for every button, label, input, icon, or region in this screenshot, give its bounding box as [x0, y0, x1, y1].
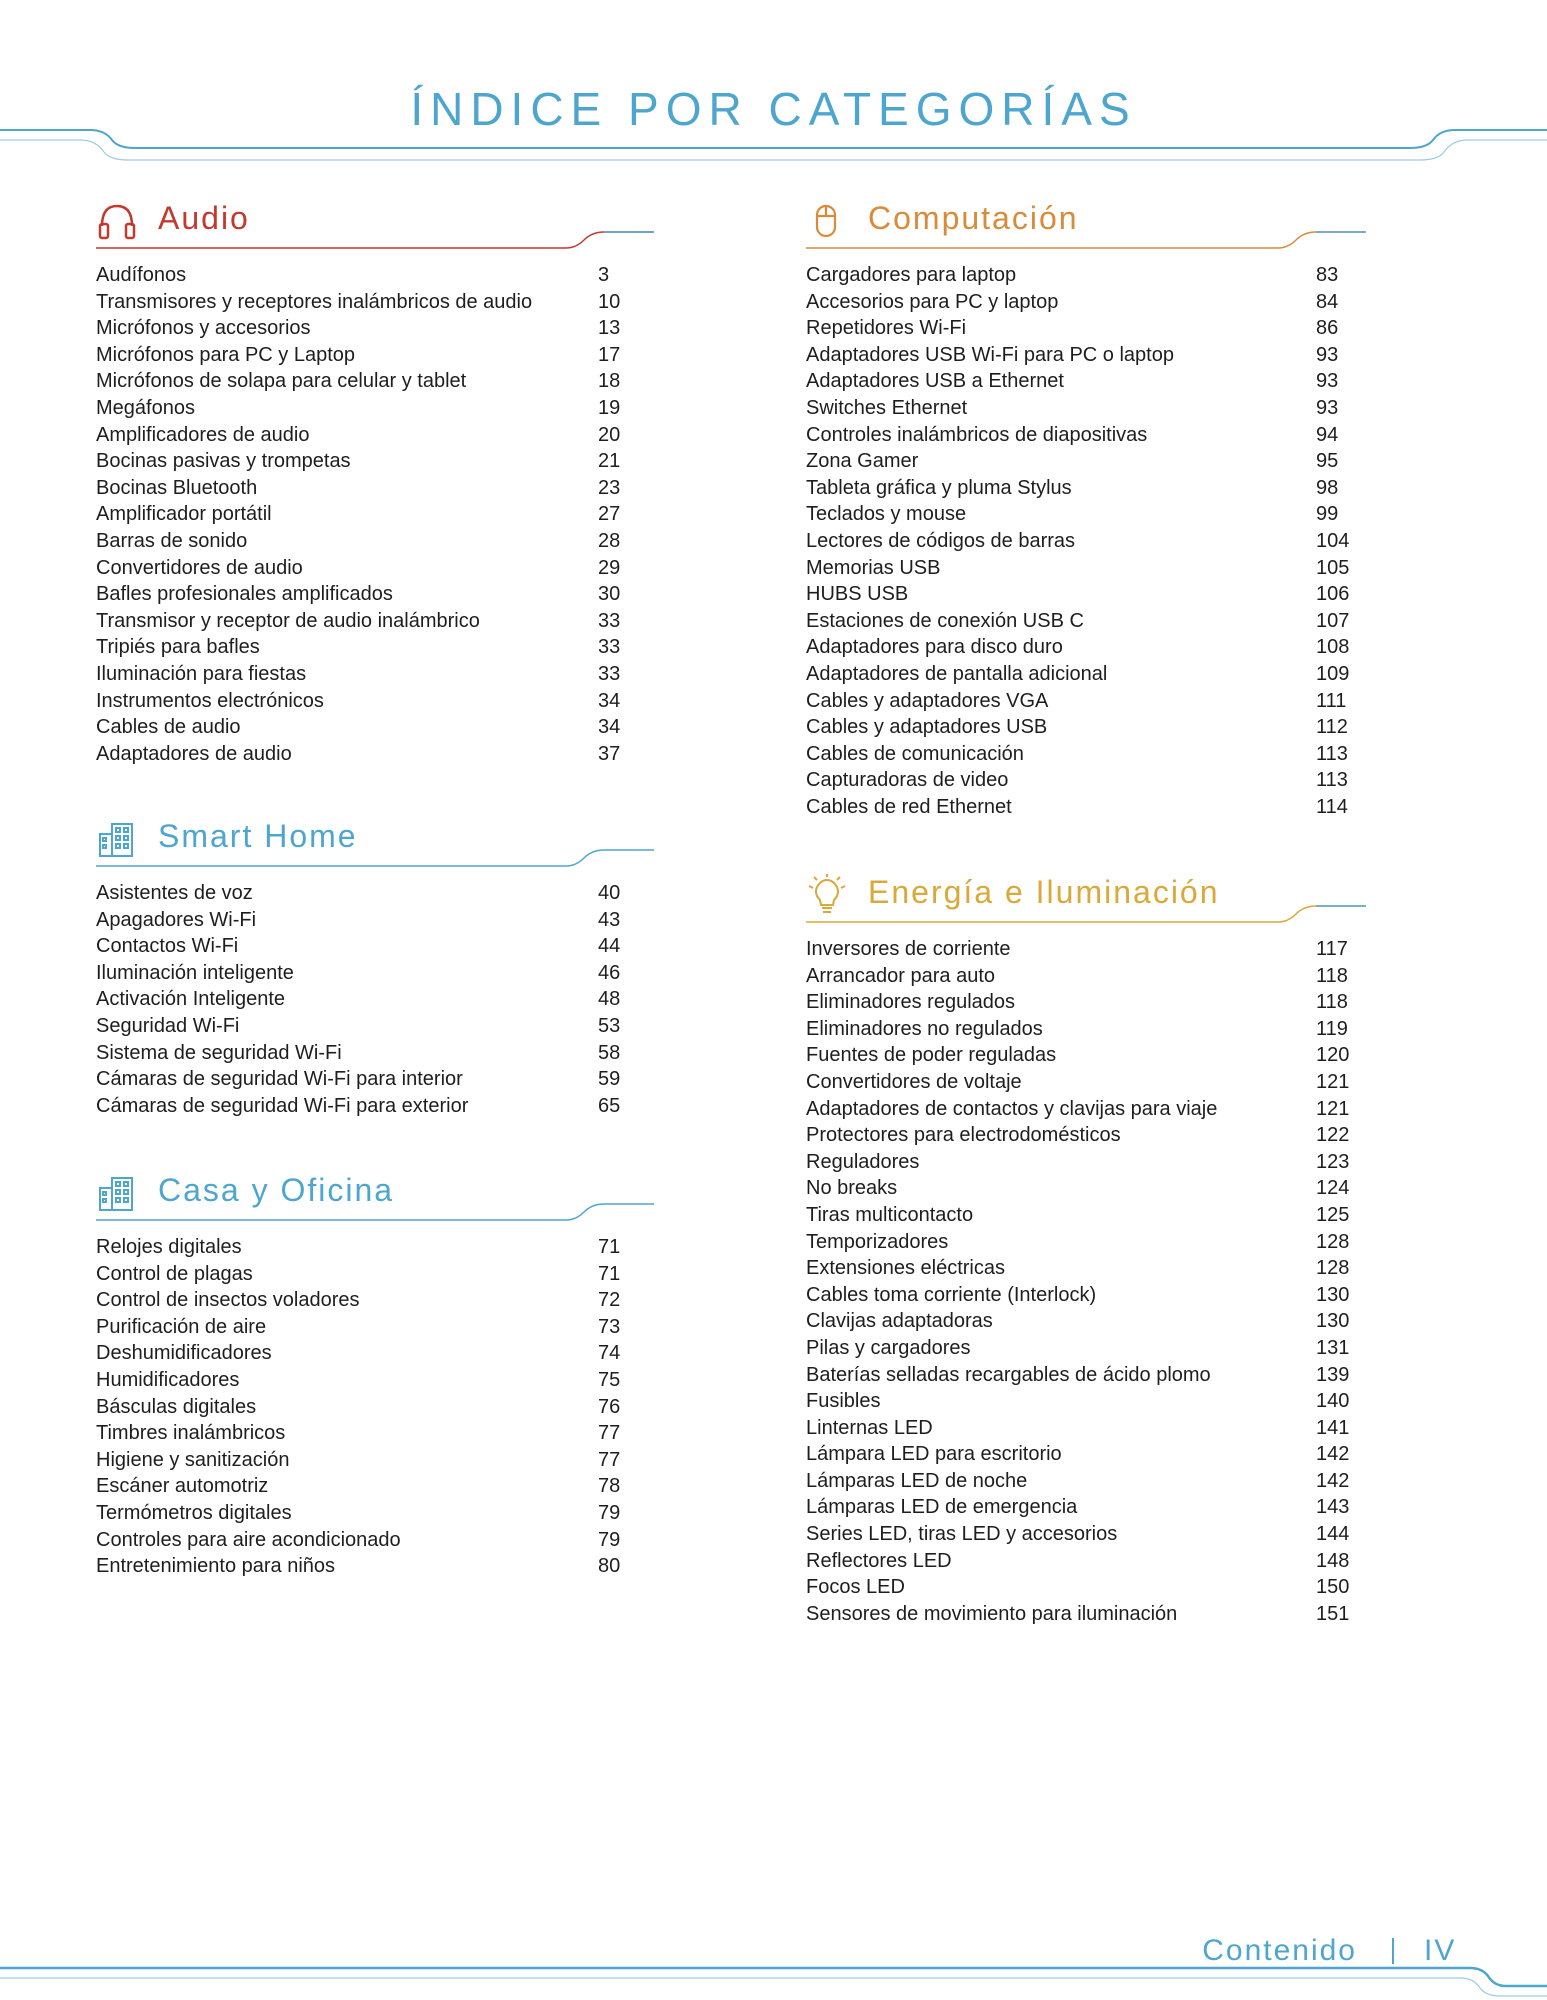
- entry-page-number: 34: [598, 689, 621, 712]
- entry-label: Eliminadores regulados: [806, 991, 1016, 1014]
- entry-label: Convertidores de audio: [96, 556, 303, 579]
- index-entry: [806, 963, 1354, 990]
- entry-page-number: 30: [598, 583, 621, 606]
- entry-label: Purificación de aire: [96, 1315, 267, 1338]
- index-entry: [96, 368, 636, 395]
- index-entry: [96, 1527, 636, 1554]
- entry-page-number: 142: [1316, 1443, 1350, 1466]
- footer-section-label: Contenido: [1202, 1934, 1357, 1967]
- entry-label: Switches Ethernet: [806, 396, 968, 419]
- entry-page-number: 109: [1316, 662, 1350, 685]
- entry-page-number: 19: [598, 396, 621, 419]
- entry-label: Seguridad Wi-Fi: [96, 1014, 240, 1037]
- entry-label: Focos LED: [806, 1576, 905, 1599]
- entry-page-number: 125: [1316, 1203, 1350, 1226]
- entry-label: Cámaras de seguridad Wi-Fi para interior: [96, 1068, 463, 1091]
- index-entry: [806, 555, 1354, 582]
- entry-label: Barras de sonido: [96, 529, 248, 552]
- index-entry: [806, 767, 1354, 794]
- section-title: Smart Home: [158, 818, 358, 854]
- index-entry: [96, 1261, 636, 1288]
- index-entry: [806, 794, 1354, 821]
- entry-label: Inversores de corriente: [806, 938, 1011, 960]
- entry-page-number: 80: [598, 1555, 621, 1578]
- index-entry: [806, 475, 1354, 502]
- entry-label: Fusibles: [806, 1390, 881, 1413]
- entry-page-number: 78: [598, 1475, 621, 1498]
- entry-label: Micrófonos para PC y Laptop: [96, 343, 356, 366]
- entry-page-number: 43: [598, 908, 621, 931]
- entry-page-number: 71: [598, 1236, 621, 1258]
- entry-page-number: 148: [1316, 1549, 1350, 1572]
- building-icon: [96, 818, 138, 860]
- entry-label: Audífonos: [96, 264, 187, 286]
- index-entry: [806, 1441, 1354, 1468]
- entry-page-number: 121: [1316, 1097, 1350, 1120]
- index-entry: [806, 1362, 1354, 1389]
- entry-label: Micrófonos de solapa para celular y tablet: [96, 370, 467, 393]
- index-entry: [96, 907, 636, 934]
- entry-label: Contactos Wi-Fi: [96, 935, 239, 958]
- entry-label: Temporizadores: [806, 1230, 949, 1253]
- entry-page-number: 144: [1316, 1523, 1350, 1546]
- entry-page-number: 112: [1316, 716, 1348, 739]
- entry-label: Teclados y mouse: [806, 503, 967, 526]
- index-entry: [806, 1175, 1354, 1202]
- entry-page-number: 93: [1316, 370, 1339, 393]
- entry-page-number: 117: [1316, 938, 1348, 960]
- section-title: Audio: [158, 200, 250, 236]
- index-entry: [806, 368, 1354, 395]
- entry-page-number: 33: [598, 609, 621, 632]
- entry-page-number: 83: [1316, 264, 1339, 286]
- entry-label: Amplificadores de audio: [96, 423, 310, 446]
- entry-label: Clavijas adaptadoras: [806, 1310, 993, 1333]
- index-entry: [806, 1096, 1354, 1123]
- index-entry: [96, 475, 636, 502]
- entry-label: Arrancador para auto: [806, 964, 996, 987]
- index-entry: [96, 555, 636, 582]
- entry-label: Termómetros digitales: [96, 1501, 292, 1524]
- entry-label: Adaptadores para disco duro: [806, 636, 1063, 659]
- entry-page-number: 121: [1316, 1070, 1350, 1093]
- section-computacion: [806, 196, 1366, 820]
- index-entry: [96, 1500, 636, 1527]
- entry-page-number: 130: [1316, 1310, 1350, 1333]
- entry-page-number: 33: [598, 662, 621, 685]
- entry-page-number: 118: [1316, 991, 1348, 1014]
- entry-page-number: 10: [598, 290, 621, 313]
- index-entry: [96, 634, 636, 661]
- section-header: [806, 196, 1366, 254]
- entry-label: Capturadoras de video: [806, 769, 1009, 792]
- mouse-icon: [806, 200, 848, 242]
- entry-label: Cables de red Ethernet: [806, 795, 1012, 818]
- page-title: ÍNDICE POR CATEGORÍAS: [410, 83, 1137, 135]
- entry-page-number: 44: [598, 935, 621, 958]
- section-header: [96, 196, 654, 254]
- section-title: Energía e Iluminación: [868, 874, 1220, 910]
- entry-page-number: 108: [1316, 636, 1350, 659]
- index-entry: [96, 1013, 636, 1040]
- index-entry: [806, 936, 1354, 963]
- entry-list: [806, 936, 1354, 1627]
- index-entry: [806, 714, 1354, 741]
- index-entry: [96, 1040, 636, 1067]
- index-entry: [806, 608, 1354, 635]
- index-entry: [96, 395, 636, 422]
- index-entry: [806, 1468, 1354, 1495]
- entry-page-number: 84: [1316, 290, 1339, 313]
- entry-page-number: 33: [598, 636, 621, 659]
- index-entry: [96, 1093, 636, 1120]
- entry-page-number: 139: [1316, 1363, 1350, 1386]
- entry-page-number: 143: [1316, 1496, 1350, 1519]
- index-entry: [806, 1415, 1354, 1442]
- entry-page-number: 128: [1316, 1257, 1350, 1280]
- entry-page-number: 99: [1316, 503, 1339, 526]
- index-entry: [806, 1335, 1354, 1362]
- entry-label: Reguladores: [806, 1150, 920, 1173]
- index-entry: [96, 289, 636, 316]
- entry-page-number: 23: [598, 476, 621, 499]
- index-entry: [96, 1420, 636, 1447]
- index-entry: [806, 1548, 1354, 1575]
- lightbulb-icon: [806, 874, 848, 916]
- entry-label: Control de insectos voladores: [96, 1289, 360, 1312]
- index-entry: [96, 342, 636, 369]
- entry-page-number: 151: [1316, 1602, 1350, 1625]
- entry-list: [96, 1234, 636, 1580]
- entry-label: Sensores de movimiento para iluminación: [806, 1602, 1178, 1625]
- index-entry: [806, 1308, 1354, 1335]
- index-entry: [806, 688, 1354, 715]
- entry-label: Lámparas LED de noche: [806, 1469, 1028, 1492]
- entry-page-number: 128: [1316, 1230, 1350, 1253]
- entry-page-number: 93: [1316, 396, 1339, 419]
- entry-page-number: 48: [598, 988, 621, 1011]
- entry-label: Lámpara LED para escritorio: [806, 1443, 1062, 1466]
- index-entry: [806, 1229, 1354, 1256]
- entry-label: Deshumidificadores: [96, 1342, 272, 1365]
- index-entry: [806, 342, 1354, 369]
- index-entry: [806, 1202, 1354, 1229]
- entry-label: Pilas y cargadores: [806, 1336, 971, 1359]
- index-entry: [96, 422, 636, 449]
- entry-label: Adaptadores de contactos y clavijas para viaje: [806, 1097, 1218, 1120]
- entry-label: Convertidores de voltaje: [806, 1070, 1022, 1093]
- entry-page-number: 106: [1316, 583, 1350, 606]
- entry-label: Cámaras de seguridad Wi-Fi para exterior: [96, 1094, 469, 1117]
- entry-label: Protectores para electrodomésticos: [806, 1124, 1121, 1147]
- index-entry: [96, 501, 636, 528]
- entry-page-number: 72: [598, 1289, 621, 1312]
- index-entry: [806, 528, 1354, 555]
- entry-label: Cables toma corriente (Interlock): [806, 1283, 1097, 1306]
- index-entry: [96, 714, 636, 741]
- entry-label: Megáfonos: [96, 396, 195, 419]
- entry-label: Tiras multicontacto: [806, 1203, 974, 1226]
- entry-label: Entretenimiento para niños: [96, 1555, 336, 1578]
- entry-label: Amplificador portátil: [96, 503, 272, 526]
- section-energia: [806, 870, 1366, 1627]
- entry-page-number: 123: [1316, 1150, 1350, 1173]
- entry-label: Repetidores Wi-Fi: [806, 317, 967, 340]
- entry-page-number: 141: [1316, 1416, 1350, 1439]
- index-entry: [806, 1282, 1354, 1309]
- index-entry: [96, 1394, 636, 1421]
- index-entry: [96, 581, 636, 608]
- index-entry: [96, 741, 636, 768]
- index-entry: [806, 634, 1354, 661]
- index-entry: [96, 608, 636, 635]
- entry-list: [806, 262, 1354, 820]
- index-entry: [96, 880, 636, 907]
- entry-page-number: 74: [598, 1342, 621, 1365]
- entry-page-number: 59: [598, 1068, 621, 1091]
- building-icon: [96, 1172, 138, 1214]
- index-entry: [806, 1016, 1354, 1043]
- index-entry: [96, 1367, 636, 1394]
- entry-page-number: 13: [598, 317, 621, 340]
- entry-label: Apagadores Wi-Fi: [96, 908, 257, 931]
- entry-label: Cables de comunicación: [806, 742, 1024, 765]
- entry-label: Eliminadores no regulados: [806, 1017, 1043, 1040]
- entry-page-number: 113: [1316, 769, 1348, 792]
- entry-label: Humidificadores: [96, 1368, 240, 1391]
- entry-page-number: 76: [598, 1395, 621, 1418]
- entry-label: Adaptadores de audio: [96, 742, 292, 765]
- index-entry: [806, 661, 1354, 688]
- entry-label: No breaks: [806, 1177, 898, 1200]
- entry-label: Bafles profesionales amplificados: [96, 583, 393, 606]
- index-entry: [96, 528, 636, 555]
- index-entry: [96, 315, 636, 342]
- index-entry: [806, 1601, 1354, 1628]
- index-entry: [806, 289, 1354, 316]
- index-entry: [96, 1287, 636, 1314]
- entry-page-number: 73: [598, 1315, 621, 1338]
- entry-page-number: 150: [1316, 1576, 1350, 1599]
- entry-page-number: 105: [1316, 556, 1350, 579]
- entry-page-number: 94: [1316, 423, 1339, 446]
- entry-label: Higiene y sanitización: [96, 1448, 290, 1471]
- entry-list: [96, 880, 636, 1119]
- footer-separator: [1392, 1938, 1394, 1964]
- entry-label: Tripiés para bafles: [96, 636, 260, 659]
- entry-label: Lectores de códigos de barras: [806, 529, 1076, 552]
- entry-page-number: 98: [1316, 476, 1339, 499]
- entry-page-number: 104: [1316, 529, 1350, 552]
- section-header: [96, 814, 654, 872]
- entry-page-number: 3: [598, 264, 610, 286]
- entry-page-number: 124: [1316, 1177, 1350, 1200]
- entry-page-number: 65: [598, 1094, 621, 1117]
- entry-page-number: 53: [598, 1014, 621, 1037]
- section-smart-home: [96, 814, 654, 1119]
- entry-page-number: 77: [598, 1448, 621, 1471]
- index-entry: [96, 1314, 636, 1341]
- entry-page-number: 114: [1316, 795, 1348, 818]
- index-entry: [806, 1494, 1354, 1521]
- index-entry: [96, 448, 636, 475]
- index-entry: [96, 688, 636, 715]
- entry-label: Estaciones de conexión USB C: [806, 609, 1084, 632]
- entry-page-number: 118: [1316, 964, 1348, 987]
- entry-label: Lámparas LED de emergencia: [806, 1496, 1078, 1519]
- index-entry: [96, 933, 636, 960]
- entry-page-number: 122: [1316, 1124, 1350, 1147]
- section-header: [806, 870, 1366, 928]
- entry-page-number: 75: [598, 1368, 621, 1391]
- entry-page-number: 131: [1316, 1336, 1350, 1359]
- section-title: Computación: [868, 200, 1079, 236]
- entry-page-number: 119: [1316, 1017, 1348, 1040]
- entry-label: Escáner automotriz: [96, 1475, 269, 1498]
- index-entry: [806, 989, 1354, 1016]
- entry-label: Timbres inalámbricos: [96, 1422, 286, 1445]
- entry-label: Cargadores para laptop: [806, 264, 1017, 286]
- index-entry: [806, 1069, 1354, 1096]
- index-entry: [806, 1521, 1354, 1548]
- entry-page-number: 18: [598, 370, 621, 393]
- entry-page-number: 27: [598, 503, 621, 526]
- entry-page-number: 79: [598, 1501, 621, 1524]
- index-entry: [806, 422, 1354, 449]
- entry-page-number: 111: [1316, 689, 1347, 712]
- entry-label: Adaptadores de pantalla adicional: [806, 662, 1108, 685]
- entry-page-number: 120: [1316, 1044, 1350, 1067]
- index-entry: [96, 1066, 636, 1093]
- entry-page-number: 58: [598, 1041, 621, 1064]
- entry-label: Zona Gamer: [806, 450, 919, 473]
- entry-page-number: 86: [1316, 317, 1339, 340]
- entry-label: Bocinas pasivas y trompetas: [96, 450, 351, 473]
- entry-page-number: 17: [598, 343, 621, 366]
- entry-list: [96, 262, 636, 767]
- entry-label: Relojes digitales: [96, 1236, 242, 1258]
- section-casa-oficina: [96, 1168, 654, 1580]
- entry-label: Series LED, tiras LED y accesorios: [806, 1523, 1118, 1546]
- entry-page-number: 95: [1316, 450, 1339, 473]
- index-entry: [96, 1447, 636, 1474]
- entry-label: Linternas LED: [806, 1416, 933, 1439]
- entry-page-number: 113: [1316, 742, 1348, 765]
- entry-label: Cables y adaptadores VGA: [806, 689, 1049, 712]
- entry-label: Baterías selladas recargables de ácido plomo: [806, 1363, 1211, 1386]
- entry-label: Activación Inteligente: [96, 988, 286, 1011]
- entry-label: Cables de audio: [96, 716, 241, 739]
- entry-label: Tableta gráfica y pluma Stylus: [806, 476, 1072, 499]
- index-entry: [806, 1149, 1354, 1176]
- entry-label: Adaptadores USB a Ethernet: [806, 370, 1064, 393]
- entry-label: Cables y adaptadores USB: [806, 716, 1048, 739]
- entry-page-number: 130: [1316, 1283, 1350, 1306]
- entry-page-number: 40: [598, 882, 621, 904]
- index-entry: [806, 262, 1354, 289]
- entry-page-number: 37: [598, 742, 621, 765]
- entry-label: Transmisor y receptor de audio inalámbrico: [96, 609, 480, 632]
- entry-label: Controles para aire acondicionado: [96, 1528, 401, 1551]
- entry-label: Extensiones eléctricas: [806, 1257, 1005, 1280]
- entry-page-number: 28: [598, 529, 621, 552]
- entry-label: Controles inalámbricos de diapositivas: [806, 423, 1148, 446]
- index-entry: [806, 1122, 1354, 1149]
- entry-label: Memorias USB: [806, 556, 941, 579]
- entry-label: Control de plagas: [96, 1262, 253, 1285]
- index-entry: [806, 1042, 1354, 1069]
- entry-label: Iluminación para fiestas: [96, 662, 307, 685]
- entry-label: HUBS USB: [806, 583, 909, 606]
- index-entry: [806, 501, 1354, 528]
- entry-label: Accesorios para PC y laptop: [806, 290, 1059, 313]
- index-entry: [806, 1388, 1354, 1415]
- entry-label: Fuentes de poder reguladas: [806, 1044, 1057, 1067]
- index-entry: [806, 1574, 1354, 1601]
- entry-page-number: 46: [598, 961, 621, 984]
- index-entry: [806, 1255, 1354, 1282]
- index-entry: [96, 960, 636, 987]
- index-entry: [806, 581, 1354, 608]
- entry-label: Iluminación inteligente: [96, 961, 294, 984]
- index-entry: [806, 315, 1354, 342]
- entry-label: Transmisores y receptores inalámbricos de audio: [96, 290, 533, 313]
- entry-page-number: 21: [598, 450, 621, 473]
- entry-label: Asistentes de voz: [96, 882, 253, 904]
- entry-label: Bocinas Bluetooth: [96, 476, 258, 499]
- entry-page-number: 107: [1316, 609, 1350, 632]
- headphones-icon: [96, 200, 138, 242]
- index-entry: [96, 1473, 636, 1500]
- index-entry: [96, 661, 636, 688]
- entry-page-number: 77: [598, 1422, 621, 1445]
- section-header: [96, 1168, 654, 1226]
- entry-page-number: 71: [598, 1262, 621, 1285]
- footer-page-number: IV: [1424, 1934, 1457, 1967]
- index-entry: [96, 1234, 636, 1261]
- entry-label: Reflectores LED: [806, 1549, 952, 1572]
- index-entry: [806, 448, 1354, 475]
- entry-label: Adaptadores USB Wi-Fi para PC o laptop: [806, 343, 1174, 366]
- index-entry: [806, 395, 1354, 422]
- entry-page-number: 93: [1316, 343, 1339, 366]
- entry-label: Básculas digitales: [96, 1395, 257, 1418]
- index-entry: [96, 1340, 636, 1367]
- entry-page-number: 142: [1316, 1469, 1350, 1492]
- entry-label: Sistema de seguridad Wi-Fi: [96, 1041, 342, 1064]
- entry-page-number: 140: [1316, 1390, 1350, 1413]
- section-title: Casa y Oficina: [158, 1172, 395, 1208]
- section-audio: [96, 196, 654, 767]
- entry-page-number: 20: [598, 423, 621, 446]
- index-entry: [96, 262, 636, 289]
- index-entry: [96, 986, 636, 1013]
- entry-page-number: 34: [598, 716, 621, 739]
- entry-page-number: 79: [598, 1528, 621, 1551]
- index-entry: [96, 1553, 636, 1580]
- entry-page-number: 29: [598, 556, 621, 579]
- entry-label: Micrófonos y accesorios: [96, 317, 311, 340]
- entry-label: Instrumentos electrónicos: [96, 689, 324, 712]
- index-entry: [806, 741, 1354, 768]
